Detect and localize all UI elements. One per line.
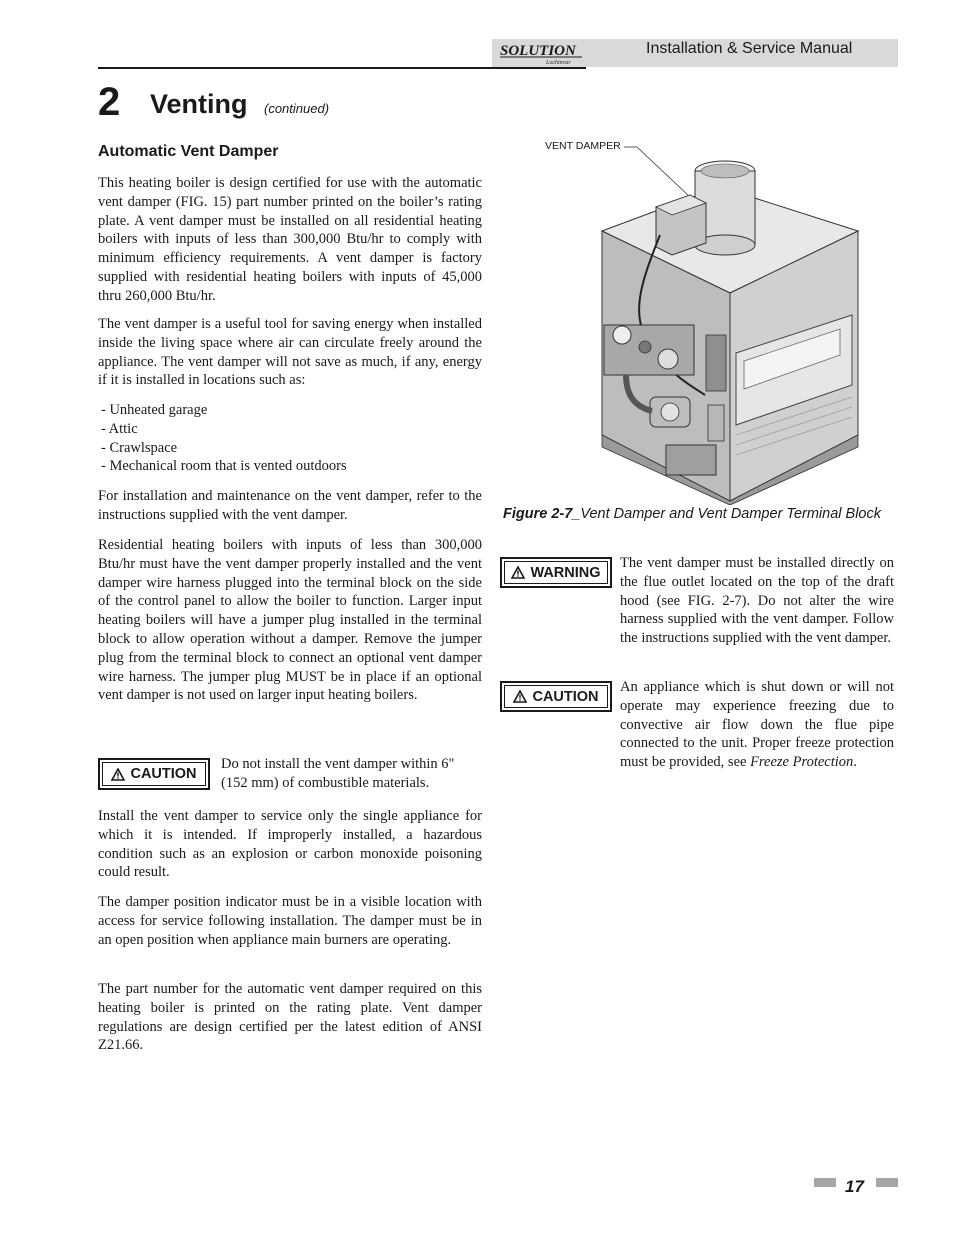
caution-end: . (853, 754, 857, 771)
figure-caption-text: _Vent Damper and Vent Damper Terminal Block (572, 506, 881, 522)
logo-text: SOLUTION (500, 43, 576, 59)
list-item: - Mechanical room that is vented outdoors (101, 458, 347, 475)
section-heading: Automatic Vent Damper (98, 143, 279, 160)
figure-number: Figure 2-7 (503, 506, 573, 522)
list-item: - Unheated garage (101, 402, 208, 418)
logo-subtext: Lochinvar (546, 60, 571, 66)
freeze-protection-ref: Freeze Protection (750, 754, 854, 771)
figure-caption (503, 505, 897, 524)
boiler-illustration (540, 135, 900, 505)
caution-text-right (620, 678, 894, 772)
caution-text-left (221, 755, 486, 793)
caution-label: CAUTION (130, 766, 197, 782)
list-item: - Crawlspace (101, 439, 178, 456)
chapter-number: 2 (98, 80, 121, 124)
caution-label: CAUTION (532, 688, 599, 705)
paragraph-4: Residential heating boilers with inputs of less than 300,000 Btu/hr must have the vent damper properly installed and the vent damper wire harness plugged into the terminal block on the side of the control panel to allow the boiler to function. Larger input heating boilers will have a jumper plug installed in the terminal block to allow operation without a damper. Remove the jumper plug from the terminal block to connect an optional vent damper wire harness. The jumper plug MUST be in place if an optional vent damper is not used on larger input heating boilers. (98, 537, 482, 704)
solution-logo (494, 40, 586, 66)
location-list (101, 401, 485, 476)
paragraph-5: Install the vent damper to service only the single appliance for which it is intended. If improperly installed, a hazardous condition such as an explosion or carbon monoxide poisoning could result. (98, 808, 482, 881)
warning-triangle-icon (111, 768, 125, 781)
caution-text-line: (152 mm) of combustible materials. (221, 774, 430, 791)
vent-damper-callout: VENT DAMPER (545, 140, 621, 152)
warning-badge (500, 557, 612, 588)
header-rule (98, 67, 586, 69)
paragraph-2: The vent damper is a useful tool for saving energy when installed inside the living space where air can circulate freely around the appliance. The vent damper will not save as much, if any, energy if it is installed in locations such as: (98, 316, 482, 389)
page-number-bar-right (876, 1178, 898, 1187)
warning-text: The vent damper must be installed directly on the flue outlet located on the top of the draft hood (see FIG. 2-7). Do not alter the wire harness supplied with the vent damper. Follow the instructions supplied with the vent damper. (620, 555, 894, 647)
caution-badge-left (98, 758, 210, 790)
caution-text-line: Do not install the vent damper within 6" (221, 756, 455, 772)
chapter-title: Venting (150, 89, 248, 119)
paragraph-6: The damper position indicator must be in a visible location with access for service following installation. The damper must be in an open position when appliance main burners are operating. (98, 894, 482, 948)
chapter-continued: (continued) (264, 101, 330, 116)
page-number: 17 (845, 1177, 864, 1196)
warning-label: WARNING (530, 564, 601, 581)
paragraph-1: This heating boiler is design certified for use with the automatic vent damper (FIG. 15) part number printed on the boiler’s rating plate. A vent damper must be installed on all residential heating boilers with inputs of less than 300,000 Btu/hr to comply with minimum efficiency requirements. A vent damper is factory supplied with residential heating boilers with inputs of 45,000 thru 260,000 Btu/hr. (98, 175, 482, 304)
paragraph-3: For installation and maintenance on the vent damper, refer to the instructions supplied with the vent damper. (98, 488, 482, 523)
manual-title: Installation & Service Manual (646, 40, 853, 57)
warning-triangle-icon (513, 690, 527, 703)
list-item: - Attic (101, 420, 138, 437)
caution-badge-right (500, 681, 612, 712)
caution-body: An appliance which is shut down or will not operate may experience freezing due to convective air flow down the flue pipe connected to the unit. Proper freeze protection must be provided, see (620, 679, 894, 771)
page-number-bar-left (814, 1178, 836, 1187)
warning-triangle-icon (511, 566, 525, 579)
paragraph-7: The part number for the automatic vent damper required on this heating boiler is printed on the rating plate. Vent damper regulations are design certified per the latest edition of ANSI Z21.66. (98, 981, 482, 1054)
